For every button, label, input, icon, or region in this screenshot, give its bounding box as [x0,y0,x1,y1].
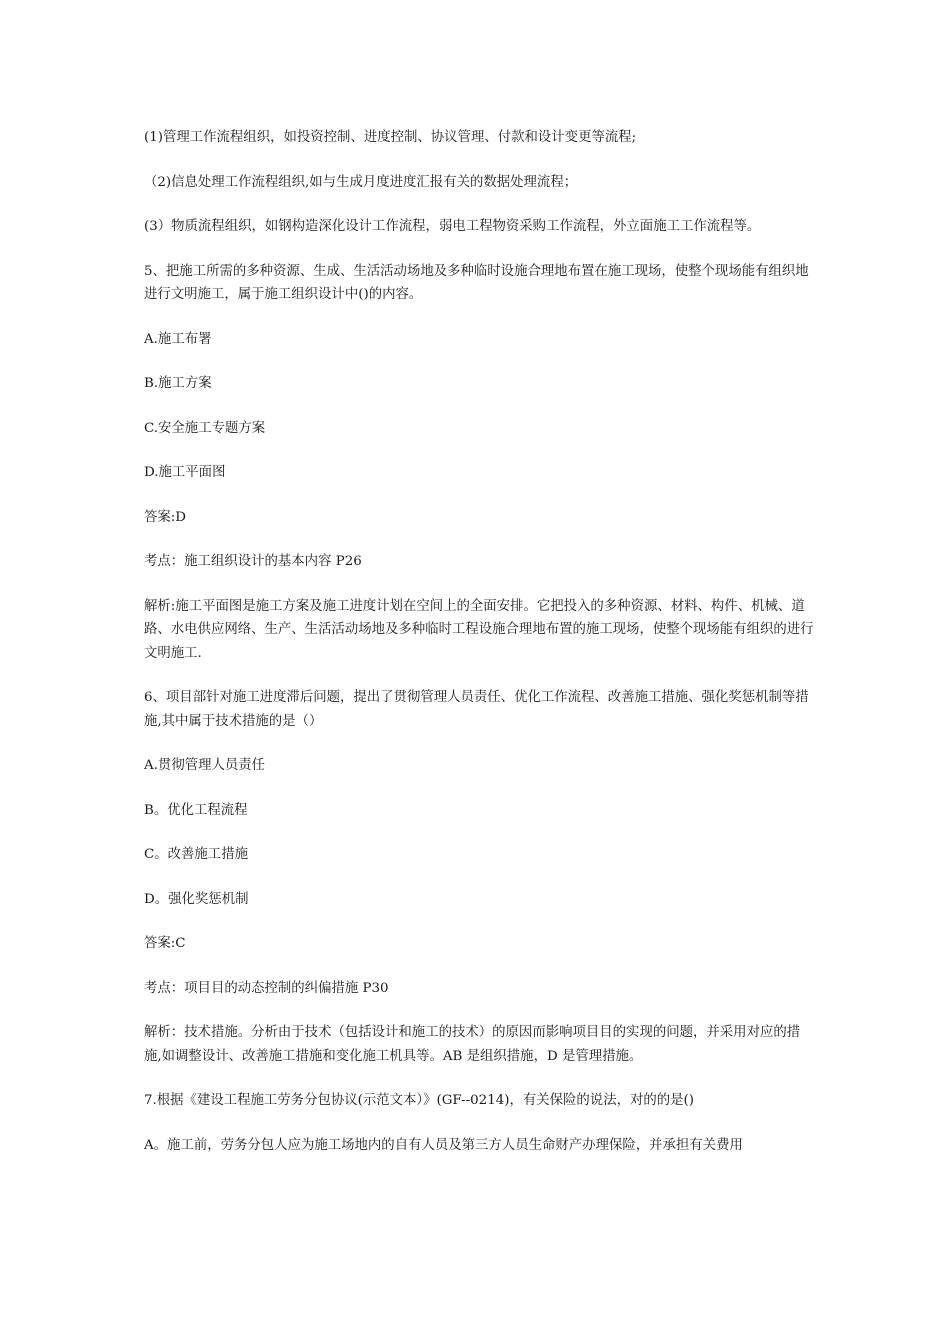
paragraph-flow-material: (3）物质流程组织，如钢构造深化设计工作流程，弱电工程物资采购工作流程，外立面施工工作流程等。 [144,219,761,234]
question-5-option-c: C.安全施工专题方案 [144,420,266,436]
paragraph-flow-management: (1)管理工作流程组织，如投资控制、进度控制、协议管理、付款和设计变更等流程; [144,130,637,145]
question-7-option-a: A。施工前，劳务分包人应为施工场地内的自有人员及第三方人员生命财产办理保险，并承担有关费用 [144,1137,743,1153]
question-6-option-c: C。改善施工措施 [144,847,248,862]
question-6-key-point: 考点：项目目的动态控制的纠偏措施 P30 [144,980,389,996]
question-6-option-b: B。优化工程流程 [144,802,248,818]
question-5-key-point: 考点：施工组织设计的基本内容 P26 [144,554,362,569]
question-5-option-b: B.施工方案 [144,376,212,391]
question-6-option-a: A.贯彻管理人员责任 [144,758,266,773]
question-5-analysis: 解析:施工平面图是施工方案及施工进度计划在空间上的全面安排。它把投入的多种资源、材料、构件、机械、道路、水电供应网络、生产、生活活动场地及多种临时工程设施合理地布置的施工现场，使整个现场能有组织的进行文明施工. [144,598,814,661]
question-6-analysis: 解析：技术措施。分析由于技术（包括设计和施工的技术）的原因而影响项目目的实现的问题，并采用对应的措施,如调整设计、改善施工措施和变化施工机具等。AB 是组织措施，D 是管理措施。 [144,1025,801,1064]
question-5-option-a: A.施工布署 [144,331,212,347]
question-6-option-d: D。强化奖惩机制 [144,891,249,907]
document-page [144,126,814,1178]
question-5: 5、把施工所需的多种资源、生成、生活活动场地及多种临时设施合理地布置在施工现场，使整个现场能有组织地进行文明施工，属于施工组织设计中()的内容。 [144,263,809,302]
question-5-option-d: D.施工平面图 [144,465,226,480]
question-7: 7.根据《建设工程施工劳务分包协议(示范文本）》(GF--0214)，有关保险的说法，对的的是() [144,1093,694,1108]
question-6-answer: 答案:C [144,936,186,951]
question-5-answer: 答案:D [144,509,187,525]
question-6: 6、项目部针对施工进度滞后问题，提出了贯彻管理人员责任、优化工作流程、改善施工措施、强化奖惩机制等措施,其中属于技术措施的是（） [144,690,809,729]
paragraph-flow-information: （2)信息处理工作流程组织,如与生成月度进度汇报有关的数据处理流程； [144,174,578,190]
